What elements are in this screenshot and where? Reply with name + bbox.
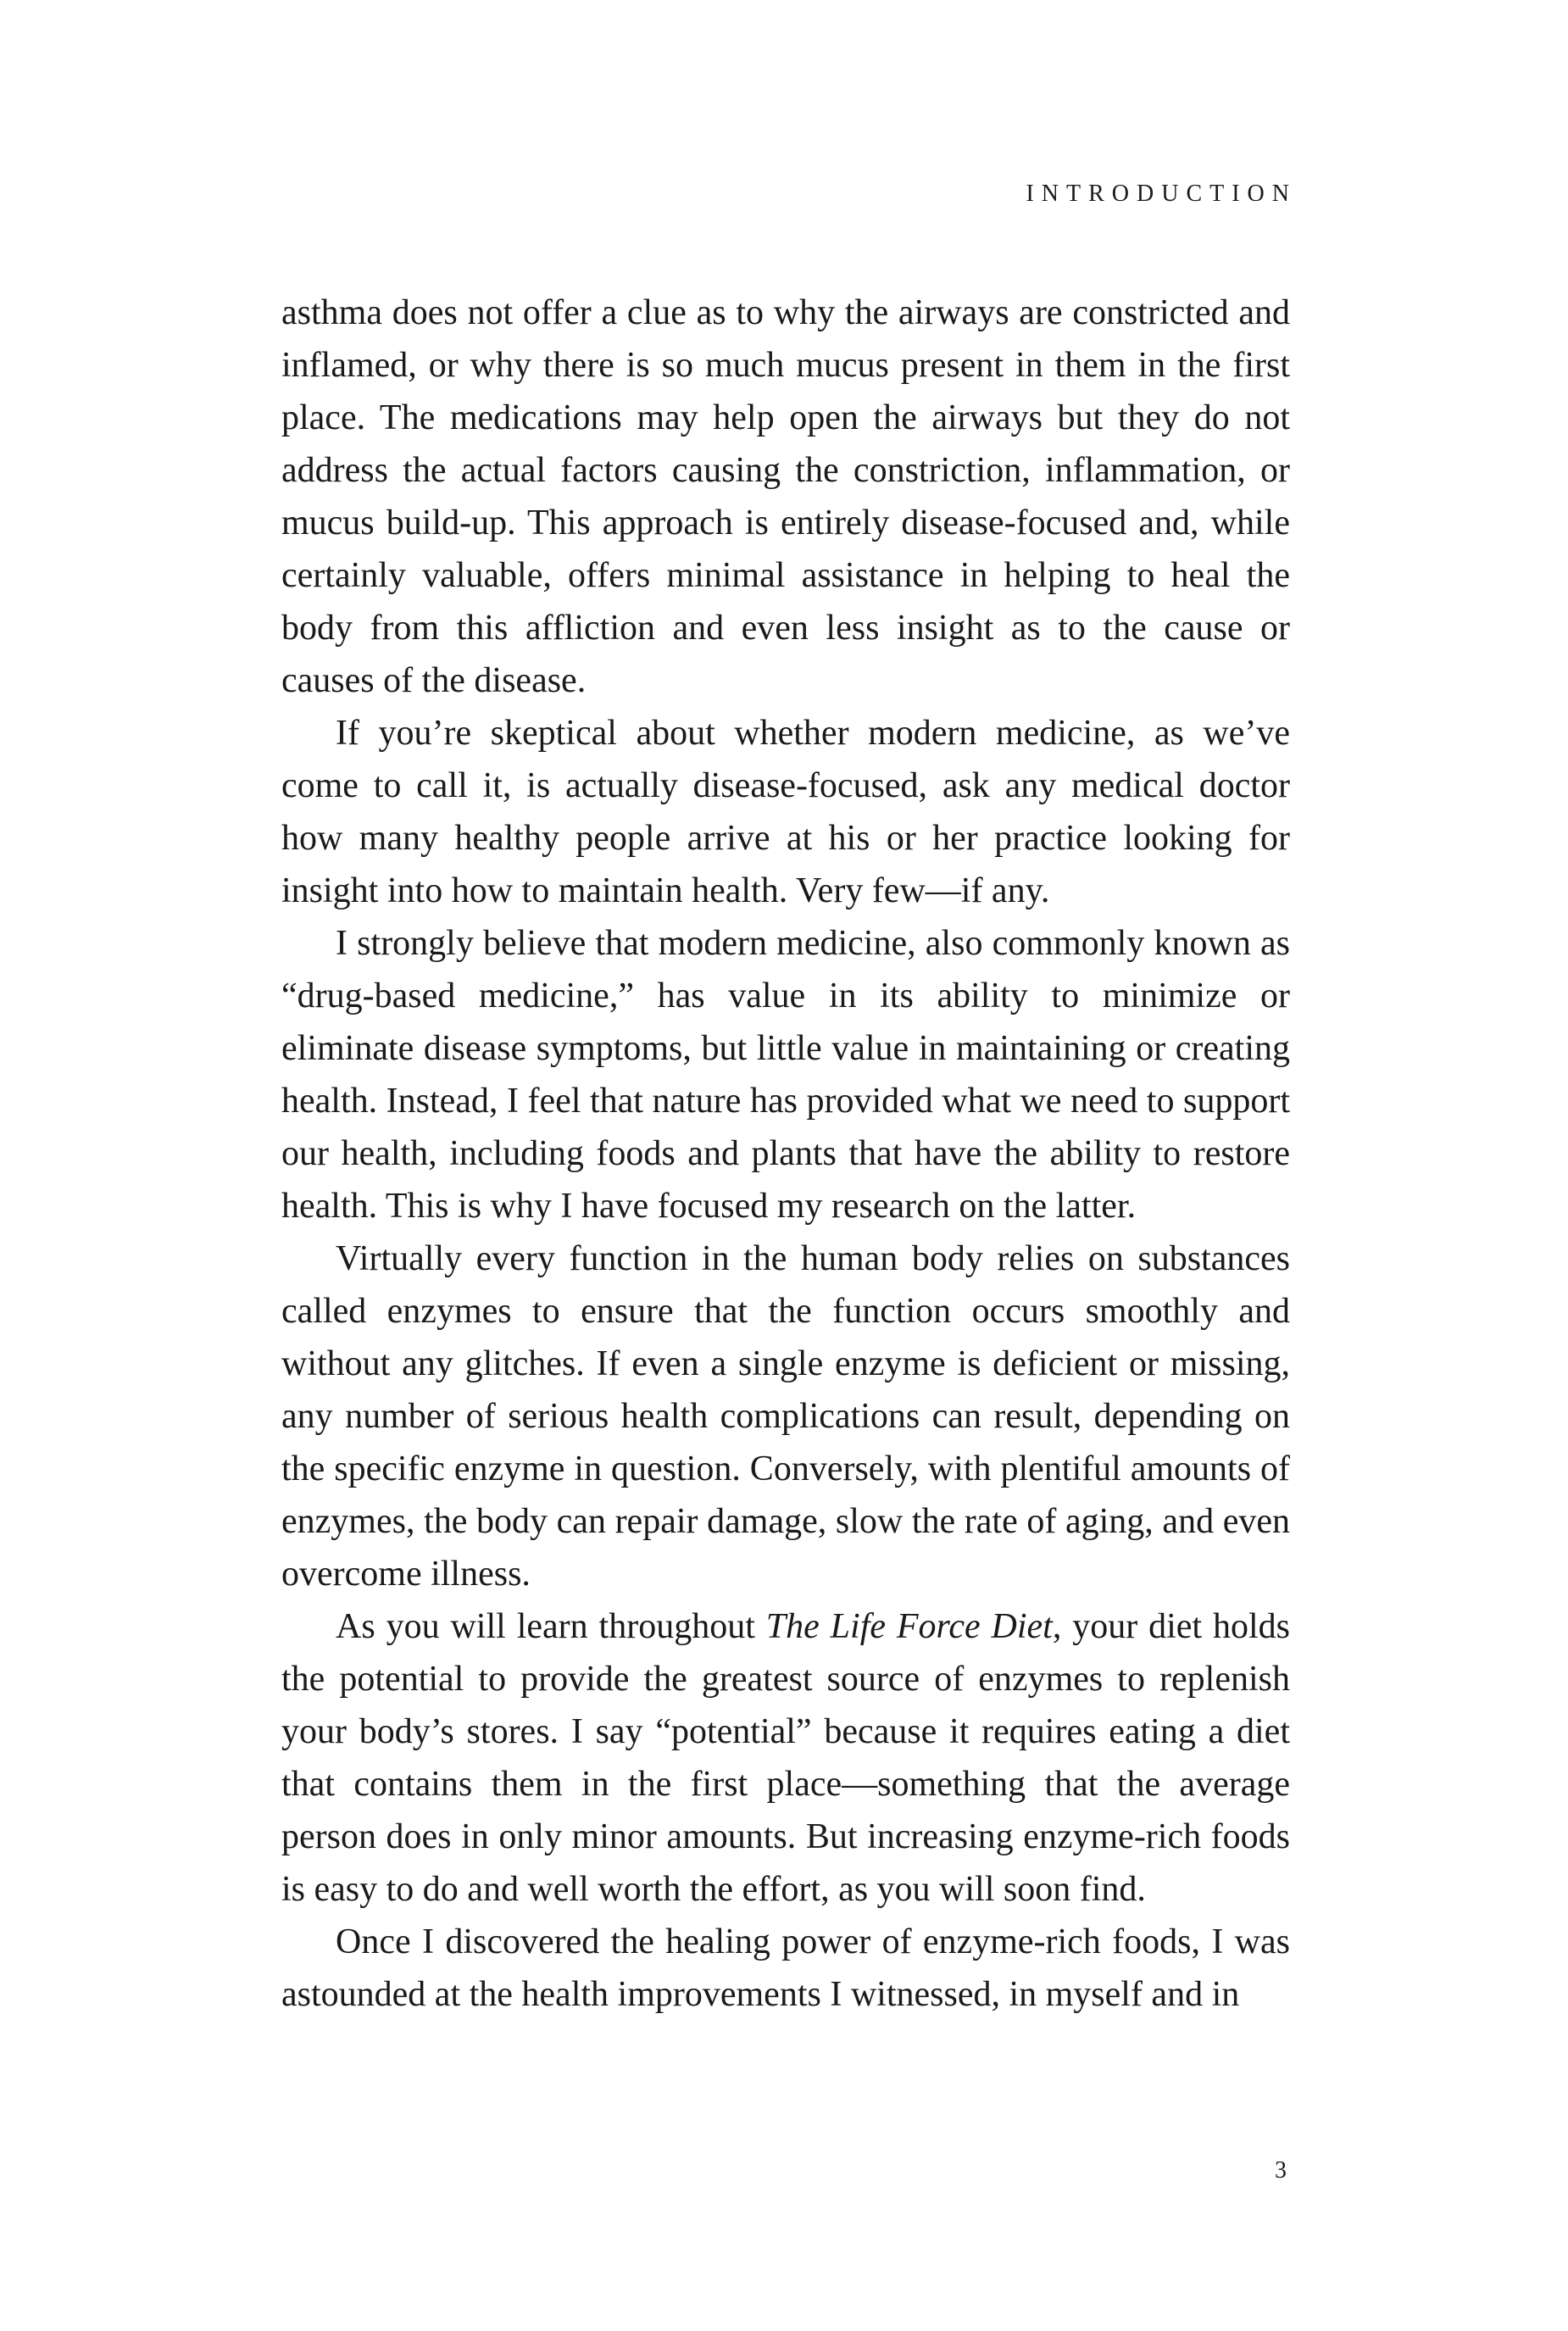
book-title: The Life Force Diet: [765, 1607, 1053, 1646]
page-number: 3: [1275, 2157, 1287, 2184]
paragraph-3: I strongly believe that modern medicine, also commonly known as “drug-based medicine,” has value in its ability to minimize or eliminate disease symptoms, but little value in maintaining or creating health. Instead, I feel that nature has provided what we need to support our health, including foods and plants that have the ability to restore health. This is why I have focused my research on the latter.: [281, 924, 1290, 1226]
body-text: [281, 287, 1290, 2021]
paragraph-2: If you’re skeptical about whether modern medicine, as we’ve come to call it, is actually disease-focused, ask any medical doctor how many healthy people arrive at his or her practice looking for insight into how to maintain health. Very few—if any.: [281, 714, 1290, 910]
paragraph-5: [281, 1600, 1290, 1916]
paragraph-6: Once I discovered the healing power of enzyme-rich foods, I was astounded at the health improvements I witnessed, in myself and in: [281, 1922, 1290, 2014]
paragraph-5-rest: , your diet holds the potential to provide the greatest source of enzymes to replenish your body’s stores. I say “potential” because it requires eating a diet that contains them in the first place—something that the average person does in only minor amounts. But increasing enzyme-rich foods is easy to do and well worth the effort, as you will soon find.: [281, 1607, 1290, 1909]
paragraph-5-lead: As you will learn throughout: [336, 1607, 766, 1646]
paragraph-4: Virtually every function in the human body relies on substances called enzymes to ensure that the function occurs smoothly and without any glitches. If even a single enzyme is deficient or missing, any number of serious health complications can result, depending on the specific enzyme in question. Conversely, with plentiful amounts of enzymes, the body can repair damage, slow the rate of aging, and even overcome illness.: [281, 1239, 1290, 1594]
running-head: INTRODUCTION: [1026, 181, 1297, 207]
paragraph-1: asthma does not offer a clue as to why the airways are constricted and inflamed, or why there is so much mucus present in them in the first place. The medications may help open the airways but they do not address the actual factors causing the constriction, inflammation, or mucus build-up. This approach is entirely disease-focused and, while certainly valuable, offers minimal assistance in helping to heal the body from this affliction and even less insight as to the cause or causes of the disease.: [281, 293, 1290, 700]
